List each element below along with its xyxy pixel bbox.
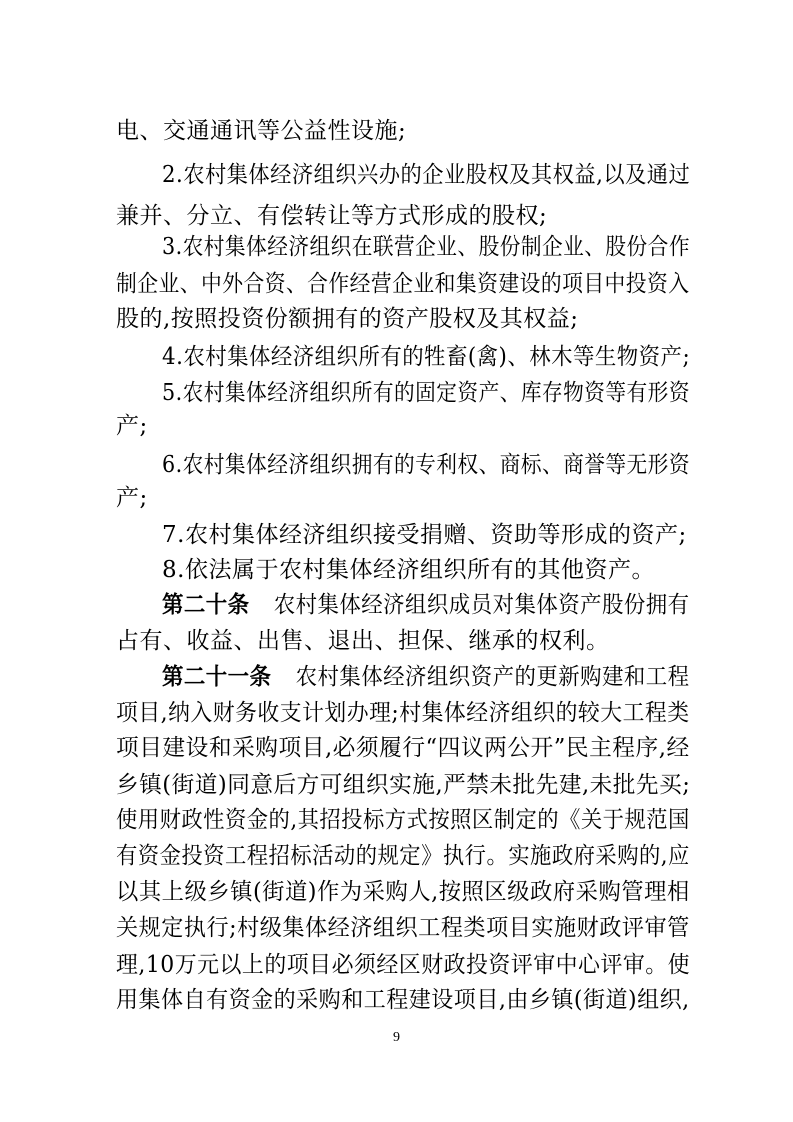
text-line [116,478,148,518]
text-line [162,227,690,267]
line-text: 用集体自有资金的采购和工程建设项目,由乡镇(街道)组织, [116,987,690,1013]
text-line [116,728,690,768]
line-text: 关规定执行;村级集体经济组织工程类项目实施财政评审管 [116,915,690,941]
line-text: 项目建设和采购项目,必须履行“四议两公开”民主程序,经 [116,735,690,761]
text-line [162,337,690,377]
line-text: 股的,按照投资份额拥有的资产股权及其权益; [116,306,579,332]
line-text: 兼并、分立、有偿转让等方式形成的股权; [116,203,548,229]
line-text: 使用财政性资金的,其招投标方式按照区制定的《关于规范国 [116,807,690,833]
line-text: 2.农村集体经济组织兴办的企业股权及其权益,以及通过 [162,162,691,188]
line-text: 电、交通通讯等公益性设施; [116,118,407,144]
article-heading: 第二十一条 [162,663,272,690]
line-text: 以其上级乡镇(街道)作为采购人,按照区级政府采购管理相 [116,879,690,905]
article-line [162,657,690,697]
text-line [116,836,690,876]
text-line [162,515,687,555]
line-text: 产; [116,413,148,439]
text-line [162,445,690,485]
text-line [116,693,690,733]
line-text: 理,10万元以上的项目必须经区财政投资评审中心评审。使 [116,952,691,978]
text-line [116,908,690,948]
line-text: 乡镇(街道)同意后方可组织实施,严禁未批先建,未批先买; [116,772,691,798]
text-line [116,980,690,1020]
line-text: 占有、收益、出售、退出、担保、继承的权利。 [116,628,610,654]
text-line [116,800,690,840]
line-text: 制企业、中外合资、合作经营企业和集资建设的项目中投资入 [116,271,690,297]
line-text: 农村集体经济组织资产的更新购建和工程 [295,664,690,690]
text-line [116,945,690,985]
text-line [116,111,406,151]
line-text: 6.农村集体经济组织拥有的专利权、商标、商誉等无形资 [162,452,690,478]
text-line [162,550,655,590]
line-text: 有资金投资工程招标活动的规定》执行。实施政府采购的,应 [116,843,690,869]
text-line [116,872,690,912]
article-line [162,585,690,625]
text-line [116,621,610,661]
line-text: 8.依法属于农村集体经济组织所有的其他资产。 [162,557,655,583]
line-text: 产; [116,485,148,511]
line-text: 项目,纳入财务收支计划办理;村集体经济组织的较大工程类 [116,700,690,726]
page-number: 9 [393,1030,400,1045]
line-text: 4.农村集体经济组织所有的牲畜(禽)、林木等生物资产; [162,344,691,370]
line-text: 5.农村集体经济组织所有的固定资产、库存物资等有形资 [162,380,690,406]
text-line [116,406,148,446]
text-line [116,765,690,805]
text-line [116,264,690,304]
article-heading: 第二十条 [162,591,250,618]
line-text: 3.农村集体经济组织在联营企业、股份制企业、股份合作 [162,234,690,260]
text-line [162,373,690,413]
text-line [162,155,690,195]
text-line [116,299,579,339]
line-text: 农村集体经济组织成员对集体资产股份拥有 [273,592,690,618]
line-text: 7.农村集体经济组织接受捐赠、资助等形成的资产; [162,522,687,548]
